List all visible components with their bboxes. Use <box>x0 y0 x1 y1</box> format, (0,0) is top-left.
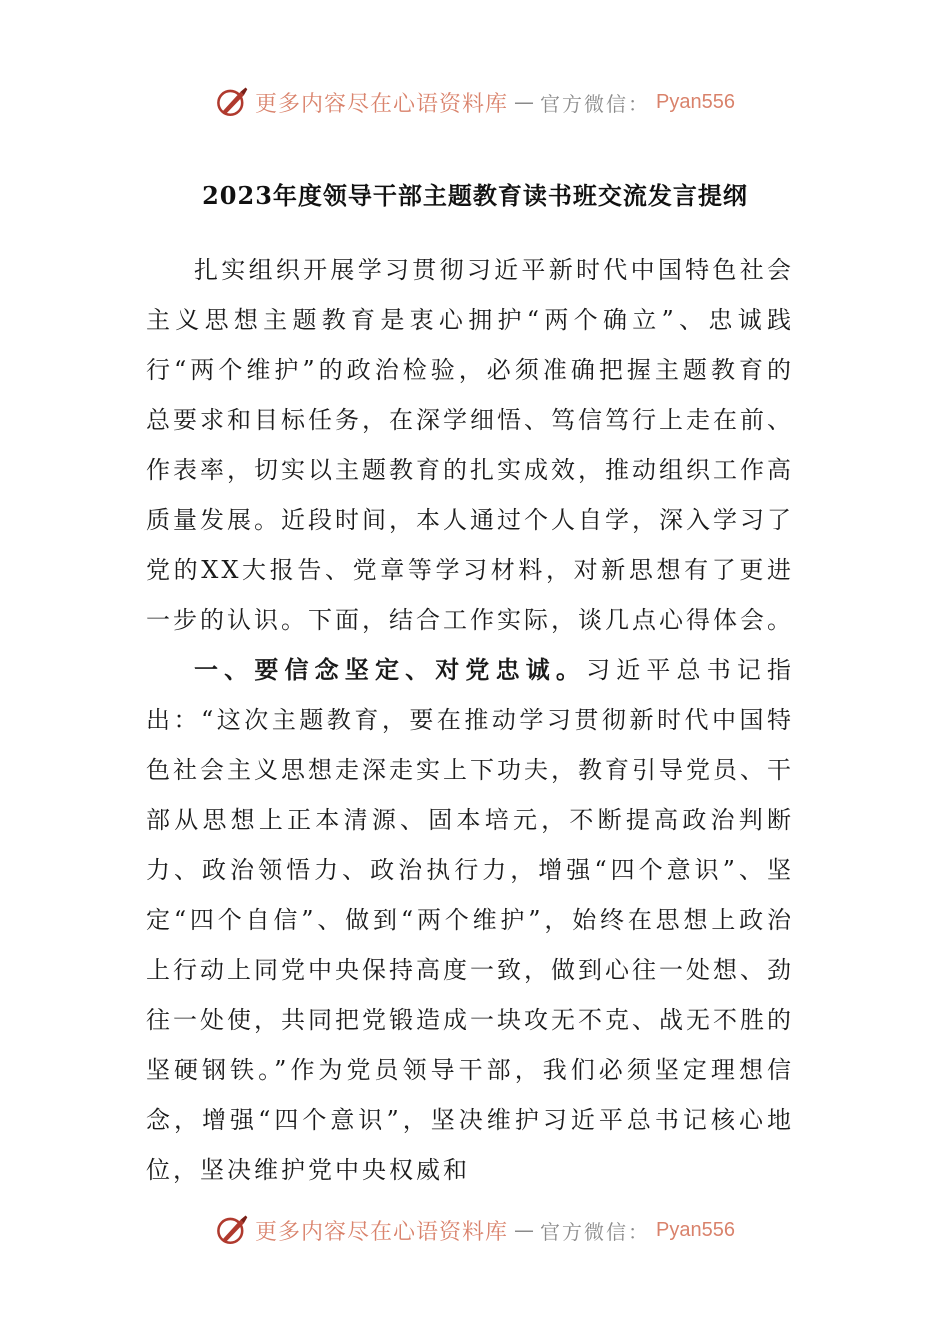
document-title: 2023年度领导干部主题教育读书班交流发言提纲 <box>202 181 748 210</box>
document-body <box>146 245 794 1195</box>
paragraph-text: 扎实组织开展学习贯彻习近平新时代中国特色社会主义思想主题教育是衷心拥护“两个确立”、忠诚践行“两个维护”的政治检验，必须准确把握主题教育的总要求和目标任务，在深学细悟、笃信笃行上走在前、作表率，切实以主题教育的扎实成效，推动组织工作高质量发展。近段时间，本人通过个人自学，深入学习了党的XX大报告、党章等学习材料，对新思想有了更进一步的认识。下面，结合工作实际，谈几点心得体会。 <box>146 256 794 634</box>
watermark-wechat-id: Pyan556 <box>656 90 735 113</box>
watermark-separator: — <box>514 90 535 114</box>
paragraph-text: 习近平总书记指出：“这次主题教育，要在推动学习贯彻新时代中国特色社会主义思想走深走实上下功夫，教育引导党员、干部从思想上正本清源、固本培元，不断提高政治判断力、政治领悟力、政治执行力，增强“四个意识”、坚定“四个自信”、做到“两个维护”，始终在思想上政治上行动上同党中央保持高度一致，做到心往一处想、劲往一处使，共同把党锻造成一块攻无不克、战无不胜的坚硬钢铁。”作为党员领导干部，我们必须坚定理想信念，增强“四个意识”，坚决维护习近平总书记核心地位，坚决维护党中央权威和 <box>146 656 795 1184</box>
footer-watermark <box>0 1210 950 1250</box>
intro-paragraph <box>146 245 794 645</box>
pen-logo-icon <box>215 1213 249 1247</box>
header-watermark <box>0 82 950 122</box>
watermark-separator: — <box>514 1218 535 1242</box>
watermark-brand: 更多内容尽在心语资料库 <box>255 91 509 117</box>
watermark-official-label: 官方微信： <box>540 1219 651 1244</box>
watermark-brand: 更多内容尽在心语资料库 <box>255 1219 509 1245</box>
watermark-official-label: 官方微信： <box>540 91 651 116</box>
section-heading: 一、要信念坚定、对党忠诚。 <box>194 655 587 684</box>
watermark-wechat-id: Pyan556 <box>656 1218 735 1241</box>
section-one-paragraph <box>146 645 794 1195</box>
pen-logo-icon <box>215 85 249 119</box>
